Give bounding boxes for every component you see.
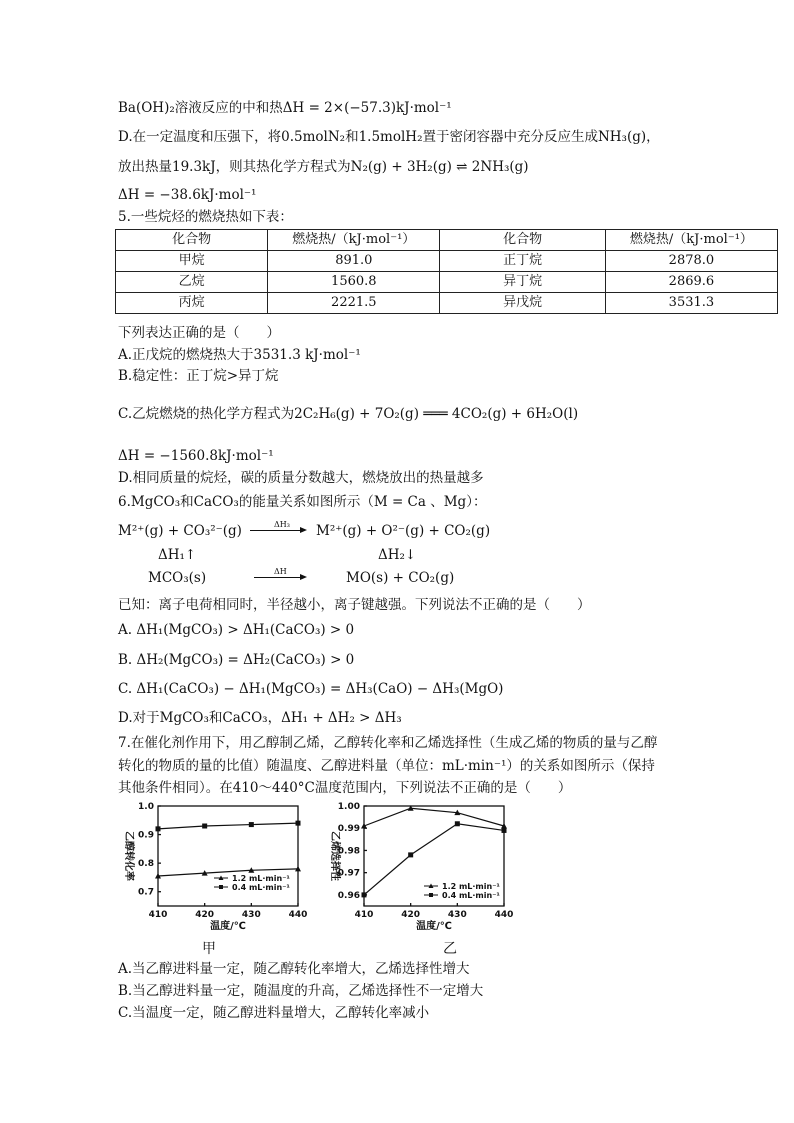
series-line [158,823,298,829]
y-axis-label: 乙醇转化率 [123,831,134,881]
question-5-option-c: C.乙烷燃烧的热化学方程式为2C₂H₆(g) + 7O₂(g) ═══ 4CO₂(g) + 6H₂O(l) [118,406,579,422]
chart-caption-jia: 甲 [202,941,216,957]
cycle-delta-h2: ΔH₂↓ [378,547,417,563]
x-tick-label: 440 [494,910,514,920]
cycle-bottom-arrow-label: ΔH [274,567,287,576]
cycle-delta-h1: ΔH₁↑ [158,547,197,563]
cycle-top-right: M²⁺(g) + O²⁻(g) + CO₂(g) [316,523,491,539]
table-cell: 甲烷 [116,251,268,272]
table-cell: 异戊烷 [440,293,606,314]
data-point [455,821,460,826]
cycle-bottom-arrow-head [300,574,307,580]
table-cell: 乙烷 [116,272,268,293]
question-5-option-c-delta-h: ΔH = −1560.8kJ·mol⁻¹ [118,448,274,464]
y-tick-label: 0.98 [337,846,360,857]
question-7-option-b: B.当乙醇进料量一定，随温度的升高，乙烯选择性不一定增大 [118,983,484,999]
y-tick-label: 0.99 [337,824,360,835]
x-tick-label: 440 [288,910,308,920]
y-tick-label: 0.7 [138,887,154,898]
chart-caption-yi: 乙 [443,941,457,957]
table-cell: 正丁烷 [440,251,606,272]
cycle-bottom-right: MO(s) + CO₂(g) [346,570,455,586]
x-tick-label: 410 [148,910,168,920]
combustion-heat-table [115,229,778,314]
question-6-title: 6.MgCO₃和CaCO₃的能量关系如图所示（M = Ca 、Mg）： [118,494,487,510]
cycle-top-arrow [250,530,302,531]
table-header: 化合物 [116,230,268,251]
question-5-title: 5.一些烷烃的燃烧热如下表： [118,209,293,225]
data-point [202,824,207,829]
y-tick-label: 1.00 [337,802,360,812]
question-6-option-b: B. ΔH₂(MgCO₃) = ΔH₂(CaCO₃) > 0 [118,652,355,668]
table-cell: 2869.6 [605,272,777,293]
cycle-bottom-arrow [254,577,302,578]
table-header: 燃烧热/（kJ·mol⁻¹） [605,230,777,251]
table-cell: 丙烷 [116,293,268,314]
legend-label: 0.4 mL·min⁻¹ [442,891,500,900]
chart-ethylene-selectivity [324,798,514,933]
x-tick-label: 420 [401,910,421,920]
y-tick-label: 0.97 [337,868,360,879]
table-cell: 异丁烷 [440,272,606,293]
table-cell: 1560.8 [268,272,440,293]
y-tick-label: 0.9 [138,830,154,841]
question-5-option-a: A.正戊烷的燃烧热大于3531.3 kJ·mol⁻¹ [118,347,361,363]
x-tick-label: 410 [354,910,374,920]
legend-label: 1.2 mL·min⁻¹ [442,882,500,891]
question-7-line-1: 7.在催化剂作用下，用乙醇制乙烯，乙醇转化率和乙烯选择性（生成乙烯的物质的量与乙醇 [118,735,658,751]
chart-ethanol-conversion [118,798,308,933]
data-point [362,892,367,897]
y-tick-label: 0.8 [138,859,154,870]
question-7-line-2: 转化的物质的量的比值）随温度、乙醇进料量（单位：mL·min⁻¹）的关系如图所示（保持 [118,758,655,774]
cycle-top-left: M²⁺(g) + CO₃²⁻(g) [118,523,242,539]
y-tick-label: 0.96 [337,890,360,901]
data-point [502,828,507,833]
data-point [249,822,254,827]
cycle-bottom-left: MCO₃(s) [148,570,207,586]
table-row [116,251,778,272]
cycle-top-arrow-head [300,527,307,533]
x-axis-label: 温度/℃ [210,921,246,932]
table-cell: 2878.0 [605,251,777,272]
question-5-option-b: B.稳定性：正丁烷>异丁烷 [118,368,279,384]
table-cell: 3531.3 [605,293,777,314]
option-d-delta-h: ΔH = −38.6kJ·mol⁻¹ [118,187,257,203]
x-tick-label: 430 [241,910,261,920]
question-7-option-c: C.当温度一定，随乙醇进料量增大，乙醇转化率减小 [118,1005,430,1021]
legend-marker [429,893,433,897]
table-row [116,272,778,293]
cycle-top-arrow-label: ΔH₃ [274,520,290,529]
question-7-line-3: 其他条件相同）。在410～440°C温度范围内，下列说法不正确的是（ ） [118,780,572,796]
y-axis-label: 乙烯选择性 [329,831,340,881]
legend-marker [219,885,223,889]
question-6-option-c: C. ΔH₁(CaCO₃) − ΔH₁(MgCO₃) = ΔH₃(CaO) − ΔH₃(MgO) [118,681,504,697]
question-6-option-d: D.对于MgCO₃和CaCO₃，ΔH₁ + ΔH₂ > ΔH₃ [118,710,402,726]
table-cell: 2221.5 [268,293,440,314]
legend-label: 0.4 mL·min⁻¹ [232,883,290,892]
x-axis-label: 温度/℃ [416,921,452,932]
table-header: 化合物 [440,230,606,251]
table-header-row [116,230,778,251]
x-tick-label: 420 [195,910,215,920]
x-tick-label: 430 [447,910,467,920]
line-neutralization-heat: Ba(OH)₂溶液反应的中和热ΔH = 2×(−57.3)kJ·mol⁻¹ [118,100,452,116]
table-cell: 891.0 [268,251,440,272]
table-row [116,293,778,314]
y-tick-label: 1.0 [138,802,154,812]
question-7-option-a: A.当乙醇进料量一定，随乙醇转化率增大，乙烯选择性增大 [118,961,470,977]
data-point [408,852,413,857]
option-d-text: D.在一定温度和压强下，将0.5molN₂和1.5molH₂置于密闭容器中充分反应生成NH₃(g)， [118,129,660,145]
legend-label: 1.2 mL·min⁻¹ [232,874,290,883]
question-6-option-a: A. ΔH₁(MgCO₃) > ΔH₁(CaCO₃) > 0 [118,622,355,638]
data-point [156,826,161,831]
series-line [364,808,504,826]
question-5-prompt: 下列表达正确的是（ ） [118,325,280,341]
question-5-option-d: D.相同质量的烷烃，碳的质量分数越大，燃烧放出的热量越多 [118,470,484,486]
option-d-text-2: 放出热量19.3kJ，则其热化学方程式为N₂(g) + 3H₂(g) ⇌ 2NH₃(g) [118,159,529,175]
data-point [296,821,301,826]
table-header: 燃烧热/（kJ·mol⁻¹） [268,230,440,251]
question-6-known: 已知：离子电荷相同时，半径越小，离子键越强。下列说法不正确的是（ ） [118,597,591,613]
